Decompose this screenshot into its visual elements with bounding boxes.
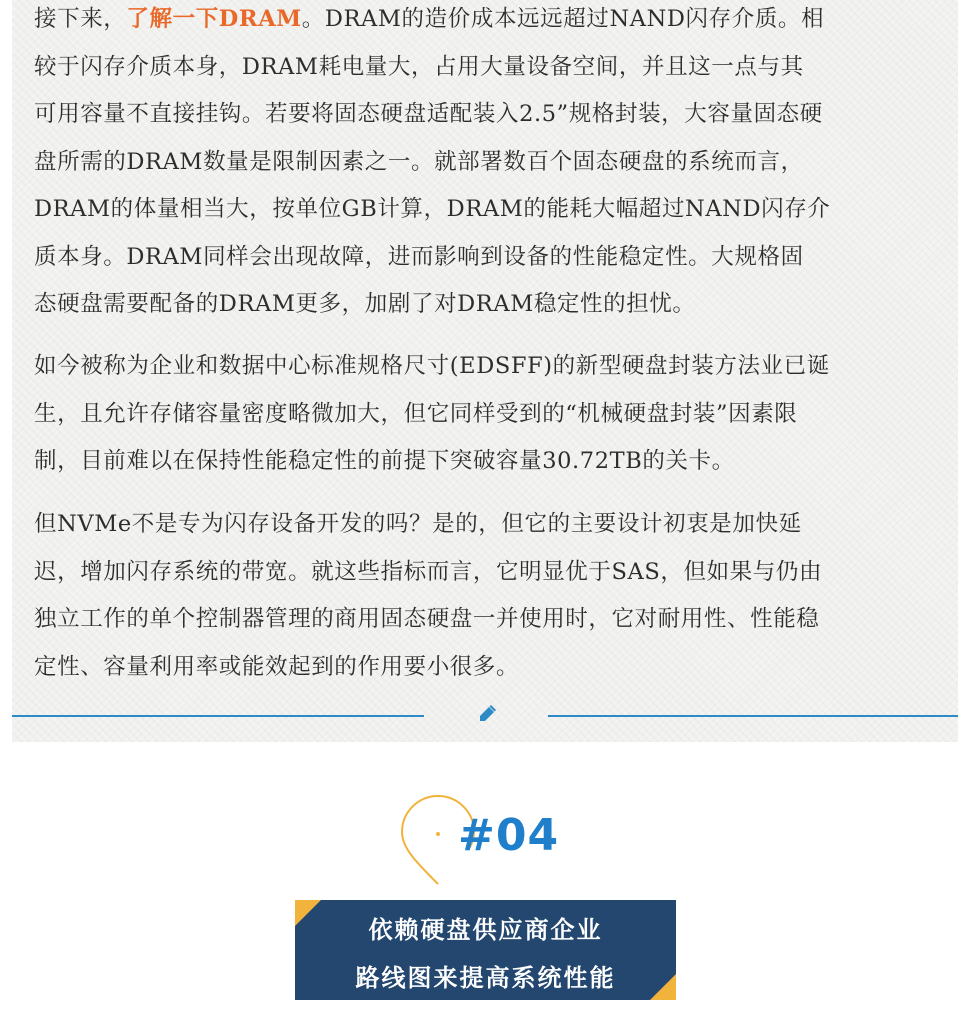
article-paragraph-1 <box>34 0 938 329</box>
section-number: #04 <box>458 810 560 861</box>
section-title-banner <box>295 900 676 1000</box>
section-title-line-2: 路线图来提高系统性能 <box>355 964 616 992</box>
article-paragraph-2: 如今被称为企业和数据中心标准规格尺寸(EDSFF)的新型硬盘封装方法业已诞 生，且允许存储容量密度略微加大，但它同样受到的“机械硬盘封装”因素限 制，目前难以在保持性能稳定性的前提下突破容量30.72TB的关卡。 <box>34 353 830 474</box>
paragraph-1-text: 。DRAM的造价成本远远超过NAND闪存介质。相 较于闪存介质本身，DRAM耗电量大，占用大量设备空间，并且这一点与其 可用容量不直接挂钩。若要将固态硬盘适配装入2.5”规格封装，大容量固态硬 盘所需的DRAM数量是限制因素之一。就部署数百个固态硬盘的系统而言， DRAM的体量相当大，按单位GB计算，DRAM的能耗大幅超过NAND闪存介 质本身。DRAM同样会出现故障，进而影响到设备的性能稳定性。大规格固 态硬盘需要配备的DRAM更多，加剧了对DRAM稳定性的担忧。 <box>34 6 831 317</box>
article-paragraph-3: 但NVMe不是专为闪存设备开发的吗？是的，但它的主要设计初衷是加快延 迟，增加闪存系统的带宽。就这些指标而言，它明显优于SAS，但如果与仍由 独立工作的单个控制器管理的商用固态硬盘一并使用时，它对耐用性、性能稳 定性、容量利用率或能效起到的作用要小很多。 <box>34 511 823 680</box>
section-title-line-1: 依赖硬盘供应商企业 <box>368 916 603 944</box>
divider-line-left <box>12 715 424 717</box>
divider-line-right <box>548 715 958 717</box>
edit-pencil-icon <box>476 703 498 725</box>
highlight-dram: 了解一下DRAM <box>126 6 302 32</box>
paragraph-1-prefix: 接下来， <box>34 6 127 32</box>
